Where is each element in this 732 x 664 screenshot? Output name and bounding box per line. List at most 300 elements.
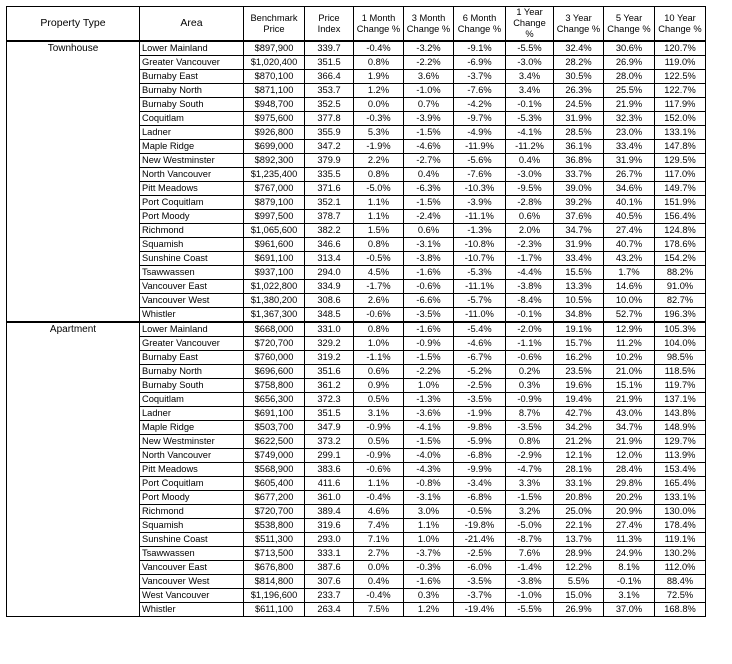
area-cell: Vancouver East	[140, 280, 244, 294]
10-year-change-cell: 117.0%	[655, 168, 706, 182]
10-year-change-cell: 168.8%	[655, 603, 706, 617]
header-1-month-change: 1 Month Change %	[354, 7, 404, 42]
1-month-change-cell: 7.4%	[354, 519, 404, 533]
10-year-change-cell: 118.5%	[655, 365, 706, 379]
3-year-change-cell: 26.9%	[554, 603, 604, 617]
price-index-cell: 379.9	[305, 154, 354, 168]
3-month-change-cell: -4.6%	[404, 140, 454, 154]
5-year-change-cell: 31.9%	[604, 154, 655, 168]
5-year-change-cell: 20.9%	[604, 505, 655, 519]
5-year-change-cell: 21.9%	[604, 98, 655, 112]
3-year-change-cell: 30.5%	[554, 70, 604, 84]
6-month-change-cell: -9.7%	[454, 112, 506, 126]
3-month-change-cell: -2.4%	[404, 210, 454, 224]
6-month-change-cell: -11.9%	[454, 140, 506, 154]
3-month-change-cell: -4.0%	[404, 449, 454, 463]
3-year-change-cell: 15.5%	[554, 266, 604, 280]
header-6-month-change: 6 Month Change %	[454, 7, 506, 42]
1-year-change-cell: 3.4%	[506, 84, 554, 98]
1-year-change-cell: 0.4%	[506, 154, 554, 168]
price-index-cell: 319.2	[305, 351, 354, 365]
header-row	[7, 7, 706, 42]
3-month-change-cell: -3.1%	[404, 491, 454, 505]
10-year-change-cell: 178.4%	[655, 519, 706, 533]
10-year-change-cell: 148.9%	[655, 421, 706, 435]
area-cell: Port Coquitlam	[140, 196, 244, 210]
area-cell: New Westminster	[140, 154, 244, 168]
3-year-change-cell: 13.7%	[554, 533, 604, 547]
3-year-change-cell: 15.0%	[554, 589, 604, 603]
5-year-change-cell: 12.0%	[604, 449, 655, 463]
1-year-change-cell: -5.5%	[506, 41, 554, 56]
benchmark-price-cell: $676,800	[244, 561, 305, 575]
benchmark-price-cell: $767,000	[244, 182, 305, 196]
header-3-year-change: 3 Year Change %	[554, 7, 604, 42]
3-year-change-cell: 22.1%	[554, 519, 604, 533]
area-cell: Vancouver West	[140, 575, 244, 589]
benchmark-price-cell: $879,100	[244, 196, 305, 210]
header-price-index: Price Index	[305, 7, 354, 42]
5-year-change-cell: 33.4%	[604, 140, 655, 154]
3-month-change-cell: -0.8%	[404, 477, 454, 491]
3-month-change-cell: -1.5%	[404, 126, 454, 140]
5-year-change-cell: 3.1%	[604, 589, 655, 603]
5-year-change-cell: 23.0%	[604, 126, 655, 140]
3-month-change-cell: -3.5%	[404, 308, 454, 323]
table-row	[7, 322, 706, 337]
6-month-change-cell: -6.8%	[454, 491, 506, 505]
5-year-change-cell: 34.7%	[604, 421, 655, 435]
price-index-cell: 313.4	[305, 252, 354, 266]
1-month-change-cell: 1.1%	[354, 210, 404, 224]
3-month-change-cell: -0.3%	[404, 561, 454, 575]
10-year-change-cell: 88.2%	[655, 266, 706, 280]
1-year-change-cell: -5.5%	[506, 603, 554, 617]
3-year-change-cell: 33.1%	[554, 477, 604, 491]
price-index-cell: 353.7	[305, 84, 354, 98]
1-month-change-cell: 7.5%	[354, 603, 404, 617]
10-year-change-cell: 119.0%	[655, 56, 706, 70]
benchmark-price-cell: $503,700	[244, 421, 305, 435]
3-month-change-cell: 0.6%	[404, 224, 454, 238]
3-month-change-cell: -0.9%	[404, 337, 454, 351]
6-month-change-cell: -5.9%	[454, 435, 506, 449]
benchmark-price-cell: $691,100	[244, 252, 305, 266]
1-month-change-cell: 0.8%	[354, 56, 404, 70]
1-year-change-cell: -1.4%	[506, 561, 554, 575]
3-month-change-cell: -1.6%	[404, 322, 454, 337]
3-month-change-cell: 0.3%	[404, 589, 454, 603]
3-month-change-cell: -3.6%	[404, 407, 454, 421]
area-cell: Lower Mainland	[140, 322, 244, 337]
1-month-change-cell: 1.9%	[354, 70, 404, 84]
6-month-change-cell: -7.6%	[454, 168, 506, 182]
1-month-change-cell: -1.9%	[354, 140, 404, 154]
3-year-change-cell: 36.1%	[554, 140, 604, 154]
1-year-change-cell: -1.0%	[506, 589, 554, 603]
price-index-cell: 378.7	[305, 210, 354, 224]
5-year-change-cell: 8.1%	[604, 561, 655, 575]
6-month-change-cell: -9.1%	[454, 41, 506, 56]
1-year-change-cell: -3.0%	[506, 56, 554, 70]
3-month-change-cell: -1.6%	[404, 266, 454, 280]
price-index-cell: 319.6	[305, 519, 354, 533]
1-year-change-cell: 0.3%	[506, 379, 554, 393]
1-month-change-cell: 0.8%	[354, 322, 404, 337]
benchmark-price-cell: $1,022,800	[244, 280, 305, 294]
10-year-change-cell: 105.3%	[655, 322, 706, 337]
price-index-cell: 352.5	[305, 98, 354, 112]
1-year-change-cell: -0.6%	[506, 351, 554, 365]
header-3-month-change: 3 Month Change %	[404, 7, 454, 42]
benchmark-price-cell: $892,300	[244, 154, 305, 168]
3-year-change-cell: 32.4%	[554, 41, 604, 56]
benchmark-price-cell: $656,300	[244, 393, 305, 407]
area-cell: Port Moody	[140, 491, 244, 505]
10-year-change-cell: 130.0%	[655, 505, 706, 519]
table-body	[7, 41, 706, 617]
1-month-change-cell: 1.1%	[354, 477, 404, 491]
1-month-change-cell: -0.5%	[354, 252, 404, 266]
5-year-change-cell: 10.2%	[604, 351, 655, 365]
3-year-change-cell: 42.7%	[554, 407, 604, 421]
6-month-change-cell: -1.3%	[454, 224, 506, 238]
area-cell: Pitt Meadows	[140, 463, 244, 477]
1-month-change-cell: -0.9%	[354, 421, 404, 435]
10-year-change-cell: 137.1%	[655, 393, 706, 407]
5-year-change-cell: 11.2%	[604, 337, 655, 351]
3-year-change-cell: 34.8%	[554, 308, 604, 323]
1-month-change-cell: 1.5%	[354, 224, 404, 238]
3-year-change-cell: 39.2%	[554, 196, 604, 210]
6-month-change-cell: -0.5%	[454, 505, 506, 519]
5-year-change-cell: 21.9%	[604, 393, 655, 407]
1-year-change-cell: -2.9%	[506, 449, 554, 463]
5-year-change-cell: 40.1%	[604, 196, 655, 210]
1-year-change-cell: 7.6%	[506, 547, 554, 561]
price-index-cell: 233.7	[305, 589, 354, 603]
1-month-change-cell: 7.1%	[354, 533, 404, 547]
1-month-change-cell: 5.3%	[354, 126, 404, 140]
3-month-change-cell: 3.6%	[404, 70, 454, 84]
10-year-change-cell: 133.1%	[655, 126, 706, 140]
3-year-change-cell: 34.2%	[554, 421, 604, 435]
benchmark-price-cell: $668,000	[244, 322, 305, 337]
3-month-change-cell: -3.7%	[404, 547, 454, 561]
benchmark-price-cell: $926,800	[244, 126, 305, 140]
benchmark-price-cell: $1,235,400	[244, 168, 305, 182]
3-year-change-cell: 31.9%	[554, 238, 604, 252]
area-cell: Burnaby North	[140, 365, 244, 379]
area-cell: Burnaby East	[140, 70, 244, 84]
price-index-cell: 334.9	[305, 280, 354, 294]
5-year-change-cell: 40.5%	[604, 210, 655, 224]
price-index-cell: 329.2	[305, 337, 354, 351]
5-year-change-cell: 27.4%	[604, 224, 655, 238]
6-month-change-cell: -3.4%	[454, 477, 506, 491]
price-index-cell: 372.3	[305, 393, 354, 407]
10-year-change-cell: 153.4%	[655, 463, 706, 477]
price-index-cell: 361.2	[305, 379, 354, 393]
area-cell: North Vancouver	[140, 168, 244, 182]
6-month-change-cell: -2.5%	[454, 547, 506, 561]
3-year-change-cell: 28.9%	[554, 547, 604, 561]
area-cell: Port Moody	[140, 210, 244, 224]
1-month-change-cell: -0.6%	[354, 308, 404, 323]
10-year-change-cell: 122.5%	[655, 70, 706, 84]
benchmark-price-cell: $760,000	[244, 351, 305, 365]
10-year-change-cell: 91.0%	[655, 280, 706, 294]
benchmark-price-cell: $611,100	[244, 603, 305, 617]
5-year-change-cell: 15.1%	[604, 379, 655, 393]
benchmark-price-cell: $1,020,400	[244, 56, 305, 70]
area-cell: Sunshine Coast	[140, 533, 244, 547]
6-month-change-cell: -10.8%	[454, 238, 506, 252]
3-year-change-cell: 39.0%	[554, 182, 604, 196]
10-year-change-cell: 156.4%	[655, 210, 706, 224]
price-index-cell: 293.0	[305, 533, 354, 547]
10-year-change-cell: 130.2%	[655, 547, 706, 561]
area-cell: Vancouver West	[140, 294, 244, 308]
10-year-change-cell: 72.5%	[655, 589, 706, 603]
1-year-change-cell: -2.3%	[506, 238, 554, 252]
10-year-change-cell: 152.0%	[655, 112, 706, 126]
benchmark-price-cell: $720,700	[244, 505, 305, 519]
3-month-change-cell: -6.3%	[404, 182, 454, 196]
benchmark-price-cell: $605,400	[244, 477, 305, 491]
header-10-year-change: 10 Year Change %	[655, 7, 706, 42]
6-month-change-cell: -4.9%	[454, 126, 506, 140]
benchmark-price-cell: $975,600	[244, 112, 305, 126]
benchmark-price-cell: $1,196,600	[244, 589, 305, 603]
1-month-change-cell: 2.2%	[354, 154, 404, 168]
benchmark-price-cell: $677,200	[244, 491, 305, 505]
6-month-change-cell: -6.8%	[454, 449, 506, 463]
10-year-change-cell: 129.5%	[655, 154, 706, 168]
header-property-type: Property Type	[7, 7, 140, 42]
1-month-change-cell: 0.8%	[354, 238, 404, 252]
1-year-change-cell: -4.7%	[506, 463, 554, 477]
1-month-change-cell: 1.0%	[354, 337, 404, 351]
1-year-change-cell: -0.1%	[506, 308, 554, 323]
3-year-change-cell: 16.2%	[554, 351, 604, 365]
1-year-change-cell: 8.7%	[506, 407, 554, 421]
10-year-change-cell: 120.7%	[655, 41, 706, 56]
1-year-change-cell: -3.8%	[506, 575, 554, 589]
3-year-change-cell: 33.7%	[554, 168, 604, 182]
5-year-change-cell: 27.4%	[604, 519, 655, 533]
3-month-change-cell: -2.7%	[404, 154, 454, 168]
3-year-change-cell: 12.2%	[554, 561, 604, 575]
area-cell: Richmond	[140, 224, 244, 238]
10-year-change-cell: 117.9%	[655, 98, 706, 112]
3-year-change-cell: 28.1%	[554, 463, 604, 477]
3-month-change-cell: -1.0%	[404, 84, 454, 98]
1-year-change-cell: -1.5%	[506, 491, 554, 505]
hpi-table-container	[6, 6, 706, 617]
price-index-cell: 387.6	[305, 561, 354, 575]
1-year-change-cell: -0.1%	[506, 98, 554, 112]
1-month-change-cell: 2.7%	[354, 547, 404, 561]
5-year-change-cell: 43.2%	[604, 252, 655, 266]
area-cell: North Vancouver	[140, 449, 244, 463]
6-month-change-cell: -6.7%	[454, 351, 506, 365]
3-year-change-cell: 25.0%	[554, 505, 604, 519]
1-month-change-cell: 2.6%	[354, 294, 404, 308]
1-month-change-cell: 3.1%	[354, 407, 404, 421]
5-year-change-cell: 20.2%	[604, 491, 655, 505]
benchmark-price-cell: $749,000	[244, 449, 305, 463]
6-month-change-cell: -9.9%	[454, 463, 506, 477]
price-index-cell: 331.0	[305, 322, 354, 337]
1-year-change-cell: -11.2%	[506, 140, 554, 154]
6-month-change-cell: -1.9%	[454, 407, 506, 421]
1-year-change-cell: -4.4%	[506, 266, 554, 280]
area-cell: Whistler	[140, 603, 244, 617]
3-month-change-cell: -3.9%	[404, 112, 454, 126]
6-month-change-cell: -11.1%	[454, 210, 506, 224]
3-month-change-cell: 1.0%	[404, 533, 454, 547]
5-year-change-cell: 43.0%	[604, 407, 655, 421]
1-year-change-cell: -0.9%	[506, 393, 554, 407]
3-month-change-cell: -1.5%	[404, 351, 454, 365]
3-year-change-cell: 37.6%	[554, 210, 604, 224]
10-year-change-cell: 112.0%	[655, 561, 706, 575]
3-month-change-cell: 1.2%	[404, 603, 454, 617]
benchmark-price-cell: $897,900	[244, 41, 305, 56]
price-index-cell: 263.4	[305, 603, 354, 617]
1-year-change-cell: -9.5%	[506, 182, 554, 196]
price-index-cell: 351.5	[305, 56, 354, 70]
price-index-cell: 361.0	[305, 491, 354, 505]
area-cell: Squamish	[140, 238, 244, 252]
1-month-change-cell: 0.0%	[354, 98, 404, 112]
benchmark-price-cell: $814,800	[244, 575, 305, 589]
6-month-change-cell: -3.5%	[454, 393, 506, 407]
1-month-change-cell: -1.7%	[354, 280, 404, 294]
5-year-change-cell: 37.0%	[604, 603, 655, 617]
price-index-cell: 346.6	[305, 238, 354, 252]
3-year-change-cell: 31.9%	[554, 112, 604, 126]
price-index-cell: 377.8	[305, 112, 354, 126]
6-month-change-cell: -19.8%	[454, 519, 506, 533]
benchmark-price-cell: $937,100	[244, 266, 305, 280]
6-month-change-cell: -5.4%	[454, 322, 506, 337]
1-year-change-cell: -8.4%	[506, 294, 554, 308]
table-row	[7, 41, 706, 56]
3-month-change-cell: -0.6%	[404, 280, 454, 294]
1-year-change-cell: 3.3%	[506, 477, 554, 491]
area-cell: Port Coquitlam	[140, 477, 244, 491]
1-month-change-cell: 0.5%	[354, 393, 404, 407]
1-year-change-cell: 2.0%	[506, 224, 554, 238]
6-month-change-cell: -5.2%	[454, 365, 506, 379]
5-year-change-cell: 11.3%	[604, 533, 655, 547]
6-month-change-cell: -5.3%	[454, 266, 506, 280]
area-cell: Richmond	[140, 505, 244, 519]
6-month-change-cell: -3.7%	[454, 70, 506, 84]
10-year-change-cell: 154.2%	[655, 252, 706, 266]
price-index-cell: 339.7	[305, 41, 354, 56]
3-month-change-cell: -2.2%	[404, 365, 454, 379]
1-month-change-cell: 0.6%	[354, 365, 404, 379]
3-month-change-cell: -2.2%	[404, 56, 454, 70]
6-month-change-cell: -3.5%	[454, 575, 506, 589]
benchmark-price-cell: $948,700	[244, 98, 305, 112]
area-cell: Sunshine Coast	[140, 252, 244, 266]
1-year-change-cell: -4.1%	[506, 126, 554, 140]
price-index-cell: 347.2	[305, 140, 354, 154]
10-year-change-cell: 113.9%	[655, 449, 706, 463]
1-month-change-cell: -1.1%	[354, 351, 404, 365]
3-year-change-cell: 28.5%	[554, 126, 604, 140]
table-header	[7, 7, 706, 42]
6-month-change-cell: -6.0%	[454, 561, 506, 575]
5-year-change-cell: 29.8%	[604, 477, 655, 491]
area-cell: Vancouver East	[140, 561, 244, 575]
6-month-change-cell: -11.0%	[454, 308, 506, 323]
3-year-change-cell: 23.5%	[554, 365, 604, 379]
area-cell: West Vancouver	[140, 589, 244, 603]
benchmark-price-cell: $1,065,600	[244, 224, 305, 238]
3-year-change-cell: 24.5%	[554, 98, 604, 112]
1-month-change-cell: 0.5%	[354, 435, 404, 449]
1-month-change-cell: 4.6%	[354, 505, 404, 519]
5-year-change-cell: 28.0%	[604, 70, 655, 84]
area-cell: Burnaby South	[140, 379, 244, 393]
10-year-change-cell: 149.7%	[655, 182, 706, 196]
5-year-change-cell: 52.7%	[604, 308, 655, 323]
1-month-change-cell: 0.0%	[354, 561, 404, 575]
price-index-cell: 307.6	[305, 575, 354, 589]
benchmark-price-cell: $699,000	[244, 140, 305, 154]
benchmark-price-cell: $961,600	[244, 238, 305, 252]
6-month-change-cell: -7.6%	[454, 84, 506, 98]
3-year-change-cell: 33.4%	[554, 252, 604, 266]
5-year-change-cell: 24.9%	[604, 547, 655, 561]
6-month-change-cell: -11.1%	[454, 280, 506, 294]
area-cell: Maple Ridge	[140, 421, 244, 435]
5-year-change-cell: 40.7%	[604, 238, 655, 252]
3-month-change-cell: -4.1%	[404, 421, 454, 435]
1-year-change-cell: -5.0%	[506, 519, 554, 533]
6-month-change-cell: -5.7%	[454, 294, 506, 308]
1-year-change-cell: 3.4%	[506, 70, 554, 84]
3-month-change-cell: -1.5%	[404, 435, 454, 449]
1-month-change-cell: 1.2%	[354, 84, 404, 98]
price-index-cell: 389.4	[305, 505, 354, 519]
1-month-change-cell: -0.4%	[354, 491, 404, 505]
3-month-change-cell: 0.4%	[404, 168, 454, 182]
area-cell: Coquitlam	[140, 393, 244, 407]
1-year-change-cell: -1.7%	[506, 252, 554, 266]
area-cell: Pitt Meadows	[140, 182, 244, 196]
header-1-year-change: 1 Year Change %	[506, 7, 554, 42]
area-cell: Squamish	[140, 519, 244, 533]
price-index-cell: 373.2	[305, 435, 354, 449]
5-year-change-cell: 26.7%	[604, 168, 655, 182]
header-area: Area	[140, 7, 244, 42]
benchmark-price-cell: $511,300	[244, 533, 305, 547]
1-year-change-cell: -3.8%	[506, 280, 554, 294]
3-year-change-cell: 19.6%	[554, 379, 604, 393]
1-month-change-cell: 0.9%	[354, 379, 404, 393]
3-year-change-cell: 13.3%	[554, 280, 604, 294]
price-index-cell: 382.2	[305, 224, 354, 238]
area-cell: Coquitlam	[140, 112, 244, 126]
1-year-change-cell: 3.2%	[506, 505, 554, 519]
area-cell: Whistler	[140, 308, 244, 323]
